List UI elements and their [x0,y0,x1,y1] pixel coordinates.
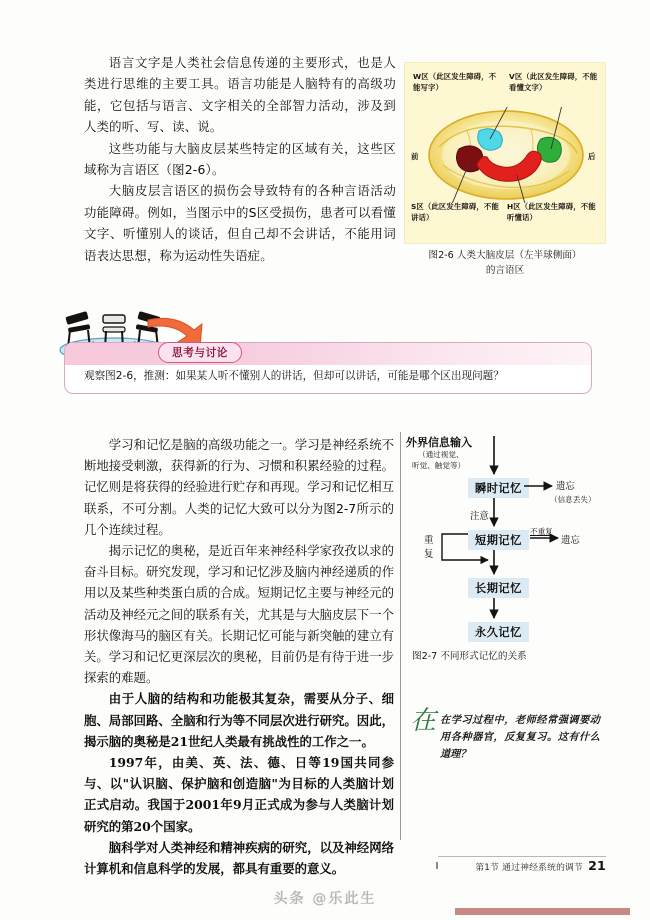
flow-edge-repeat-1: 重 [424,535,434,546]
lower-paragraph-5: 脑科学对人类神经和精神疾病的研究，以及神经网络计算机和信息科学的发展，都具有重要的意义。 [84,839,394,877]
lower-paragraph-2: 揭示记忆的奥秘，是近百年来神经科学家孜孜以求的奋斗目标。研究发现，学习和记忆涉及脑内神经递质的作用以及某些种类蛋白质的合成。短期记忆主要与神经元的活动及神经元之间的联系有关，尤其是与大脑皮层下一个形状像海马的脑区有关。长期记忆可能与新突触的建立有关。学习和记忆更深层次的奥秘，目前仍是有待于进一步探索的难题。 [84,543,394,686]
paragraph-1: 语言文字是人类社会信息传递的主要形式，也是人类进行思维的主要工具。语言功能是人脑特有的高级功能，它包括与语言、文字相关的全部智力活动，涉及到人类的听、写、读、说。 [84,55,396,135]
paragraph-3: 大脑皮层言语区的损伤会导致特有的各种言语活动功能障碍。例如，当图示中的S区受损伤，患者可以看懂文字、听懂别人的谈话，但自己却不会讲话，不能用词语表达思想，称为运动性失语症。 [84,183,396,263]
flow-edge-not-repeat: 不重复 [530,527,553,536]
brain-label-back: 后 [588,152,596,161]
discussion-header-strip [65,343,591,365]
note-text: 在学习过程中，老师经常强调要动用各种器官，反复复习。这有什么道理？ [440,714,600,760]
flow-input-sub-1: （通过视觉、 [418,450,464,459]
lower-paragraph-3: 由于人脑的结构和功能极其复杂，需要从分子、细胞、局部回路、全脑和行为等不同层次进行研究。因此，揭示脑的奥秘是21世纪人类最有挑战性的工作之一。 [84,691,394,749]
lower-paragraph-1: 学习和记忆是脑的高级功能之一。学习是神经系统不断地接受刺激，获得新的行为、习惯和积累经验的过程。记忆则是将获得的经验进行贮存和再现。学习和记忆相互联系，不可分割。人类的记忆大致可以分为图2-7所示的几个连续过程。 [84,437,394,537]
paragraph-2: 这些功能与大脑皮层某些特定的区域有关，这些区域称为言语区（图2-6）。 [84,140,396,178]
brain-label-front: 前 [411,152,419,161]
reflection-note-box [406,706,602,802]
brain-figure-caption [400,248,610,278]
memory-flowchart-figure [406,434,606,644]
flow-forget-2: 遗忘 [561,535,580,546]
brain-label-s: S区（此区发生障碍，不能讲话） [411,202,499,222]
flow-arrows [406,434,606,648]
flow-forget-1-sub: （信息丢失） [550,495,596,504]
column-divider [400,432,401,840]
lower-paragraph-4: 1997年，由美、英、法、德、日等19国共同参与、以"认识脑、保护脑和创造脑"为目标的人类脑计划正式启动。我国于2001年9月正式成为参与人类脑计划研究的第20个国家。 [84,755,394,834]
flow-input-title: 外界信息输入 [406,436,472,449]
watermark: 头条 @乐此生 [273,891,377,907]
flow-forget-1: 遗忘 [556,481,575,492]
flow-node-long-memory: 长期记忆 [468,578,529,598]
brain-label-h: H区（此区发生障碍，不能听懂话） [507,202,596,222]
flow-node-instant-memory: 瞬时记忆 [468,478,529,498]
brain-caption-line2: 的言语区 [485,265,525,276]
page-footer [430,858,606,873]
brain-label-w: W区（此区发生障碍，不能写字） [413,72,497,92]
intro-text-column [84,52,396,266]
flow-node-permanent-memory: 永久记忆 [468,622,529,642]
note-initial-letter: 在 [410,706,437,736]
brain-speech-areas-figure [404,62,606,244]
flow-input-sub-2: 听觉、触觉等） [412,461,466,470]
brain-label-v: V区（此区发生障碍，不能看懂文字） [509,72,598,92]
footer-rule [438,856,606,857]
discussion-title-pill: 思考与讨论 [158,342,242,363]
flow-figure-caption: 图2-7 不同形式记忆的关系 [412,651,527,662]
watermark-bar [455,908,630,915]
flow-node-short-memory: 短期记忆 [468,530,529,550]
page-number: 21 [588,858,606,873]
flow-edge-attention: 注意 [470,511,489,522]
brain-illustration [427,107,585,203]
think-and-discuss-section [58,308,598,400]
footer-section-title: 第1节 通过神经系统的调节 [475,863,584,873]
top-section [0,52,650,302]
flow-edge-repeat-2: 复 [424,549,434,560]
brain-caption-line1: 图2-6 人类大脑皮层（左半球侧面） [428,250,582,261]
discussion-question: 观察图2-6，推测：如果某人听不懂别人的讲话，但却可以讲话，可能是哪个区出现问题？ [84,370,504,382]
memory-text-column [84,434,394,879]
